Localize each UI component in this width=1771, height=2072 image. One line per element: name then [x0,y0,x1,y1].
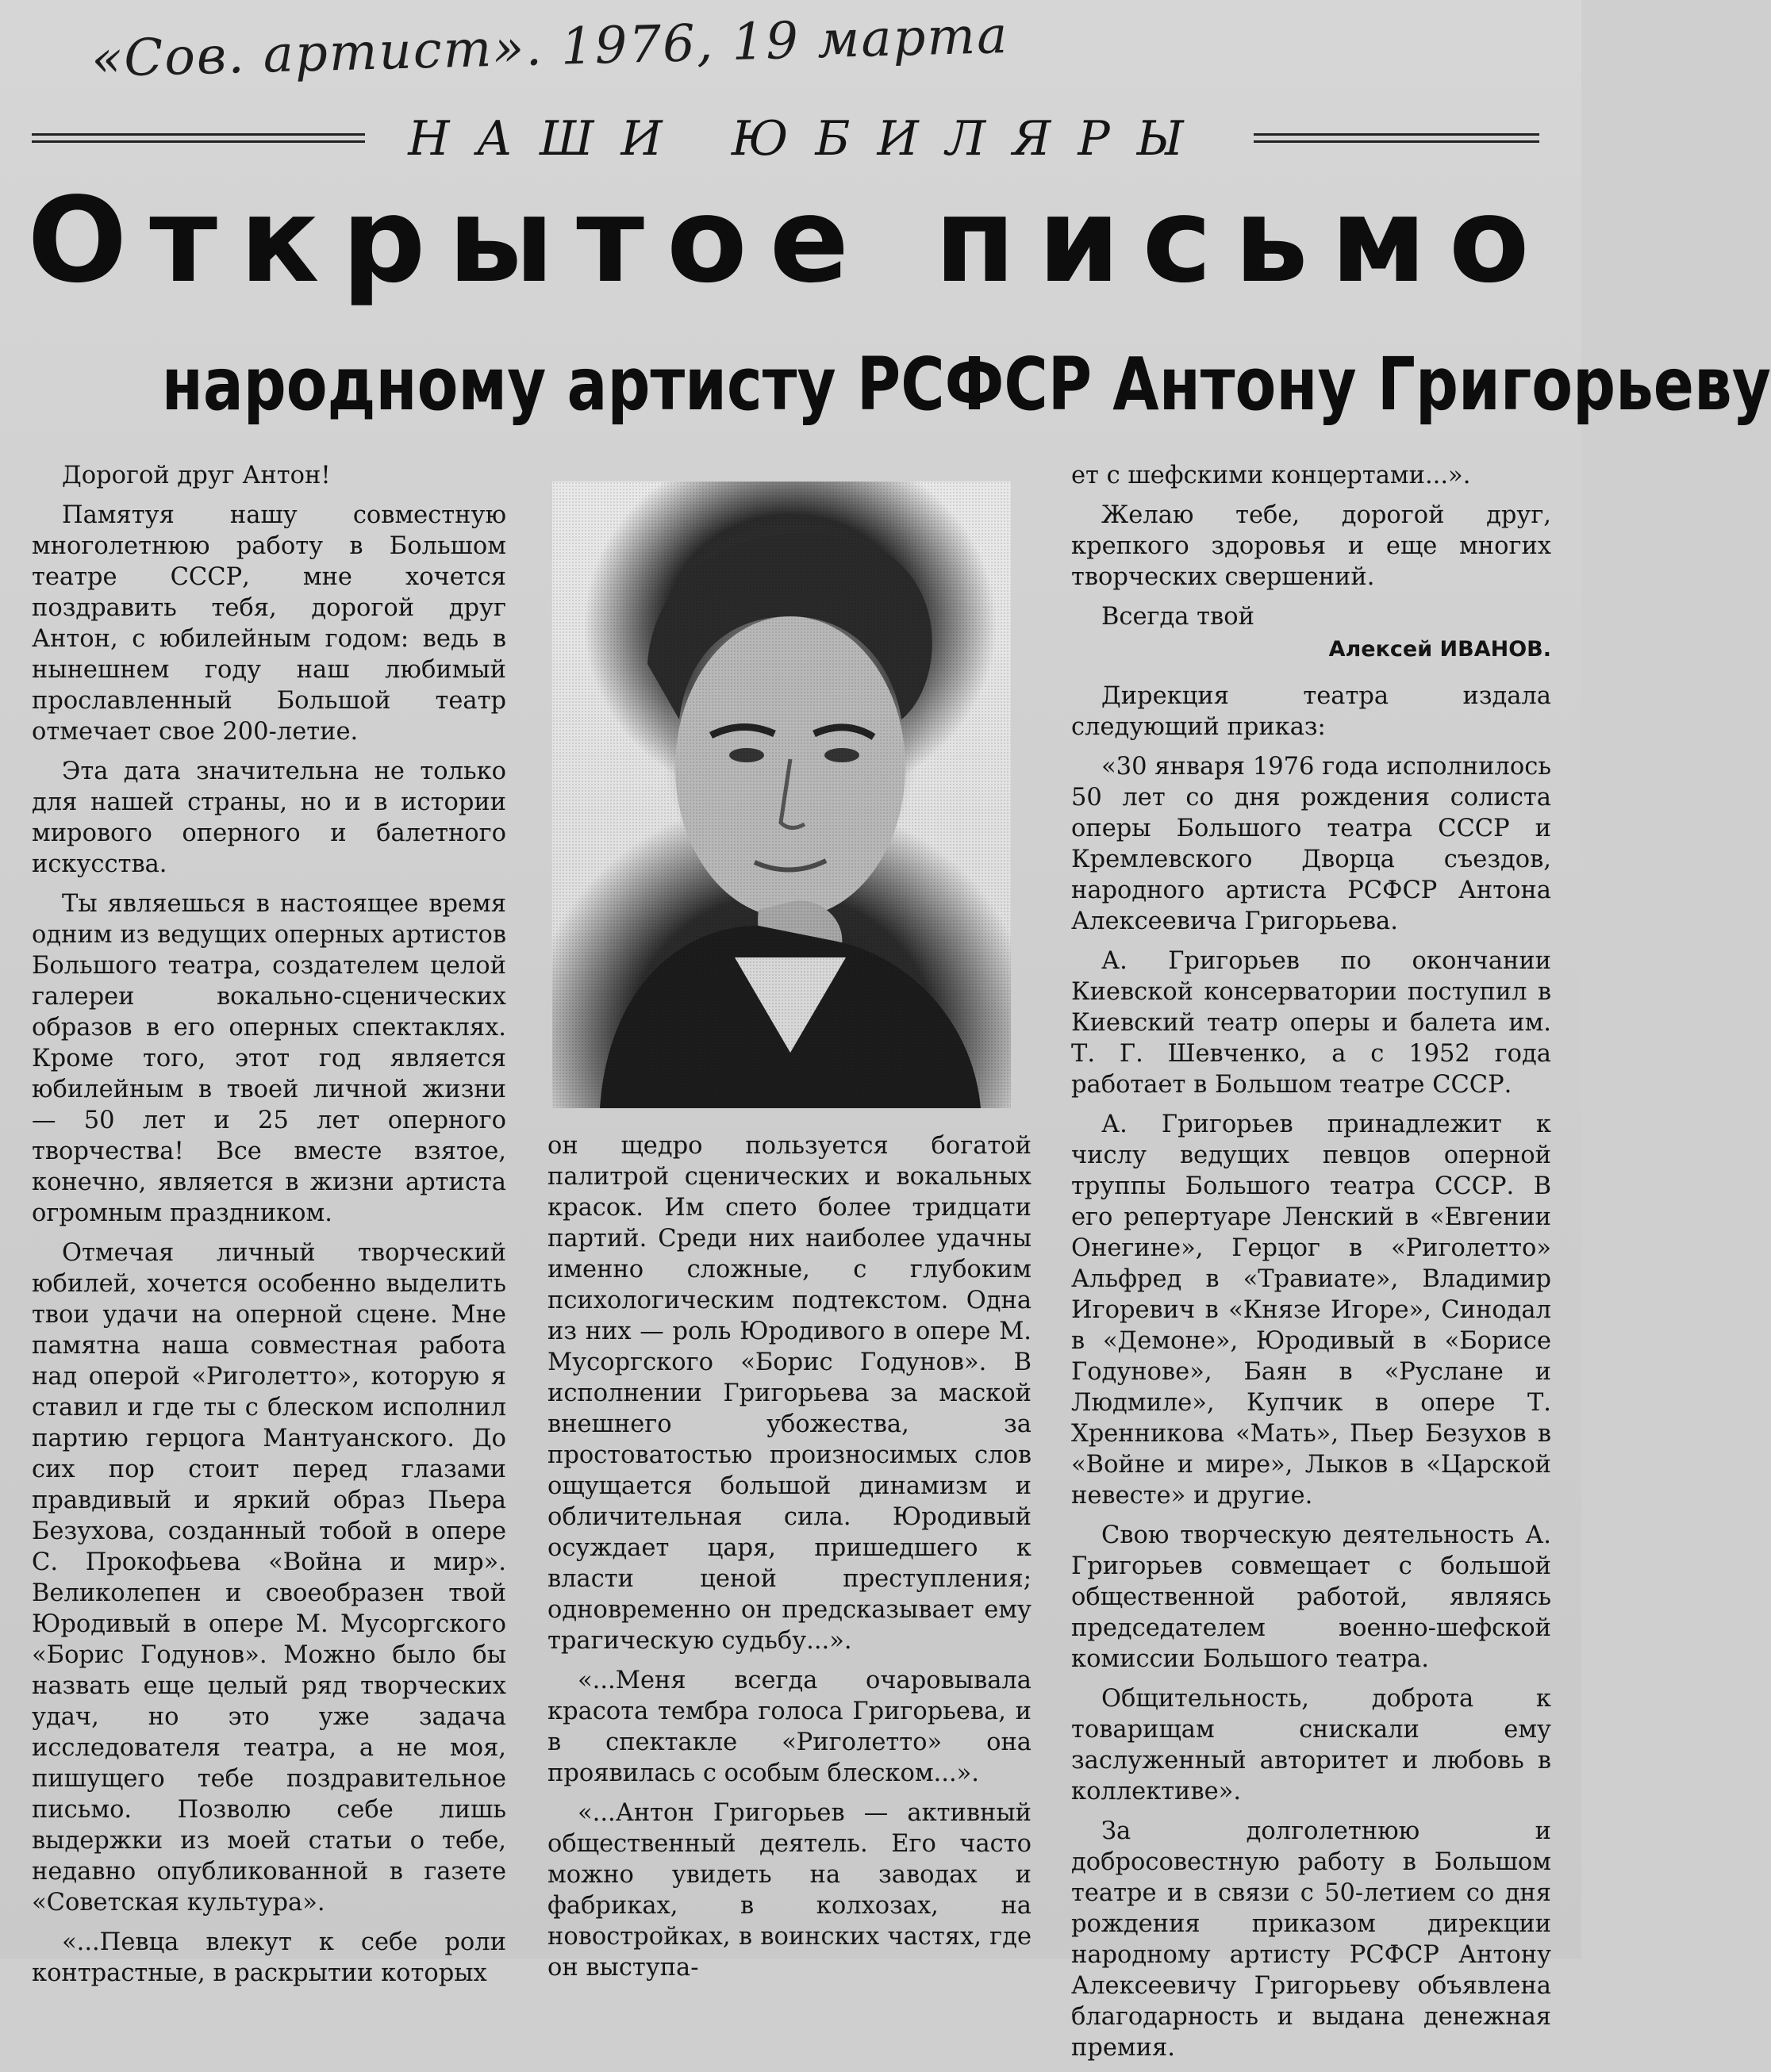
rubric-header [32,111,1539,167]
subheadline: народному артисту РСФСР Антону Григорьеву [161,342,1771,427]
paragraph: ет с шефскими концертами...». [1071,462,1471,489]
paragraph: А. Григорьев по окончании Киевской консерватории поступил в Киевский театр оперы и балета им. Т. Г. Шевченко, а с 1952 года работает в Большом театре СССР. [1071,947,1551,1099]
letter-closing: Всегда твой [1101,603,1254,631]
paragraph: он щедро пользуется богатой палитрой сценических и вокальных красок. Им спето более тридцати партий. Среди них наиболее удачны именно сложные, с глубоким психологическим подтекстом. Одна из них — роль Юродивого в опере М. Мусоргского «Борис Годунов». В исполнении Григорьева за маской внешнего убожества, за простоватостью произносимых слов ощущается большой динамизм и обличительная сила. Юродивый осуждает царя, пришедшего к власти ценой преступления; одновременно он предсказывает ему трагическую судьбу...». [547,1132,1031,1655]
paragraph: «...Певца влекут к себе роли контрастные, в раскрытии которых [32,1928,506,1987]
rubric-rule-left [32,133,365,143]
paragraph: Ты являешься в настоящее время одним из ведущих оперных артистов Большого театра, создателем целой галереи вокально-сценических образов в его оперных спектаклях. Кроме того, этот год является юбилейным в твоей личной жизни — 50 лет и 25 лет оперного творчества! Все вместе взятое, конечно, является в жизни артиста огромным праздником. [32,890,506,1227]
paragraph: Дорогой друг Антон! [62,462,331,489]
paragraph: А. Григорьев принадлежит к числу ведущих певцов оперной труппы Большого театра СССР. В его репертуаре Ленский в «Евгении Онегине», Герцог в «Риголетто» Альфред в «Травиате», Владимир Игоревич в «Князе Игоре», Синодал в «Демоне», Юродивый в «Борисе Годунове», Баян в «Руслане и Людмиле», Купчик в опере Т. Хренникова «Мать», Пьер Безухов в «Войне и мире», Лыков в «Царской невесте» и другие. [1071,1111,1551,1510]
article-column-1 [32,460,506,1997]
paragraph: «30 января 1976 года исполнилось 50 лет со дня рождения солиста оперы Большого театра СССР и Кремлевского Дворца съездов, народного артиста РСФСР Антона Алексеевича Григорьева. [1071,753,1551,935]
paragraph: Свою творческую деятельность А. Григорьев совмещает с большой общественной работой, являясь председателем военно-шефской комиссии Большого театра. [1071,1521,1551,1673]
paragraph: Отмечая личный творческий юбилей, хочется особенно выделить твои удачи на оперной сцене. Мне памятна наша совместная работа над оперой «Риголетто», которую я ставил и где ты с блеском исполнил партию герцога Мантуанского. До сих пор стоит перед глазами правдивый и яркий образ Пьера Безухова, созданный тобой в опере С. Прокофьева «Война и мир». Великолепен и своеобразен твой Юродивый в опере М. Мусоргского «Борис Годунов». Можно было бы назвать еще целый ряд творческих удач, но это уже задача исследователя театра, а не моя, пишущего тебе поздравительное письмо. Позволю себе лишь выдержки из моей статьи о тебе, недавно опубликованной в газете «Советская культура». [32,1239,506,1917]
rubric-title: НАШИ ЮБИЛЯРЫ [408,111,1211,167]
portrait-illustration [552,482,1011,1108]
headline: Открытое письмо [27,172,1552,309]
handwritten-source-note: «Сов. артист». 1976, 19 марта [90,6,1010,90]
paragraph: «...Меня всегда очаровывала красота тембра голоса Григорьева, и в спектакле «Риголетто» она проявилась с особым блеском...». [547,1667,1031,1787]
paragraph: «...Антон Григорьев — активный общественный деятель. Его часто можно увидеть на заводах и фабриках, в колхозах, на новостройках, в воинских частях, где он выступа- [547,1799,1031,1982]
paragraph: Желаю тебе, дорогой друг, крепкого здоровья и еще многих творческих свершений. [1071,501,1551,591]
paragraph: Общительность, доброта к товарищам снискали ему заслуженный авторитет и любовь в коллективе». [1071,1685,1551,1805]
paragraph: Памятуя нашу совместную многолетнюю работу в Большом театре СССР, мне хочется поздравить тебя, дорогой друг Антон, с юбилейным годом: ведь в нынешнем году наш любимый прославленный Большой театр отмечает свое 200-летие. [32,501,506,746]
article-column-3 [1071,460,1551,2072]
paragraph: За долголетнюю и добросовестную работу в Большом театре и в связи с 50-летием со дня рождения приказом дирекции народному артисту РСФСР Антону Алексеевичу Григорьеву объявлена благодарность и выдана денежная премия. [1071,1817,1551,2062]
article-column-2 [547,1130,1031,1992]
paragraph: Дирекция театра издала следующий приказ: [1071,682,1551,741]
portrait-photo [552,482,1011,1108]
rubric-rule-right [1254,133,1539,143]
signature: Алексей ИВАНОВ. [1328,637,1551,662]
paragraph: Эта дата значительна не только для нашей страны, но и в истории мирового оперного и балетного искусства. [32,758,506,878]
